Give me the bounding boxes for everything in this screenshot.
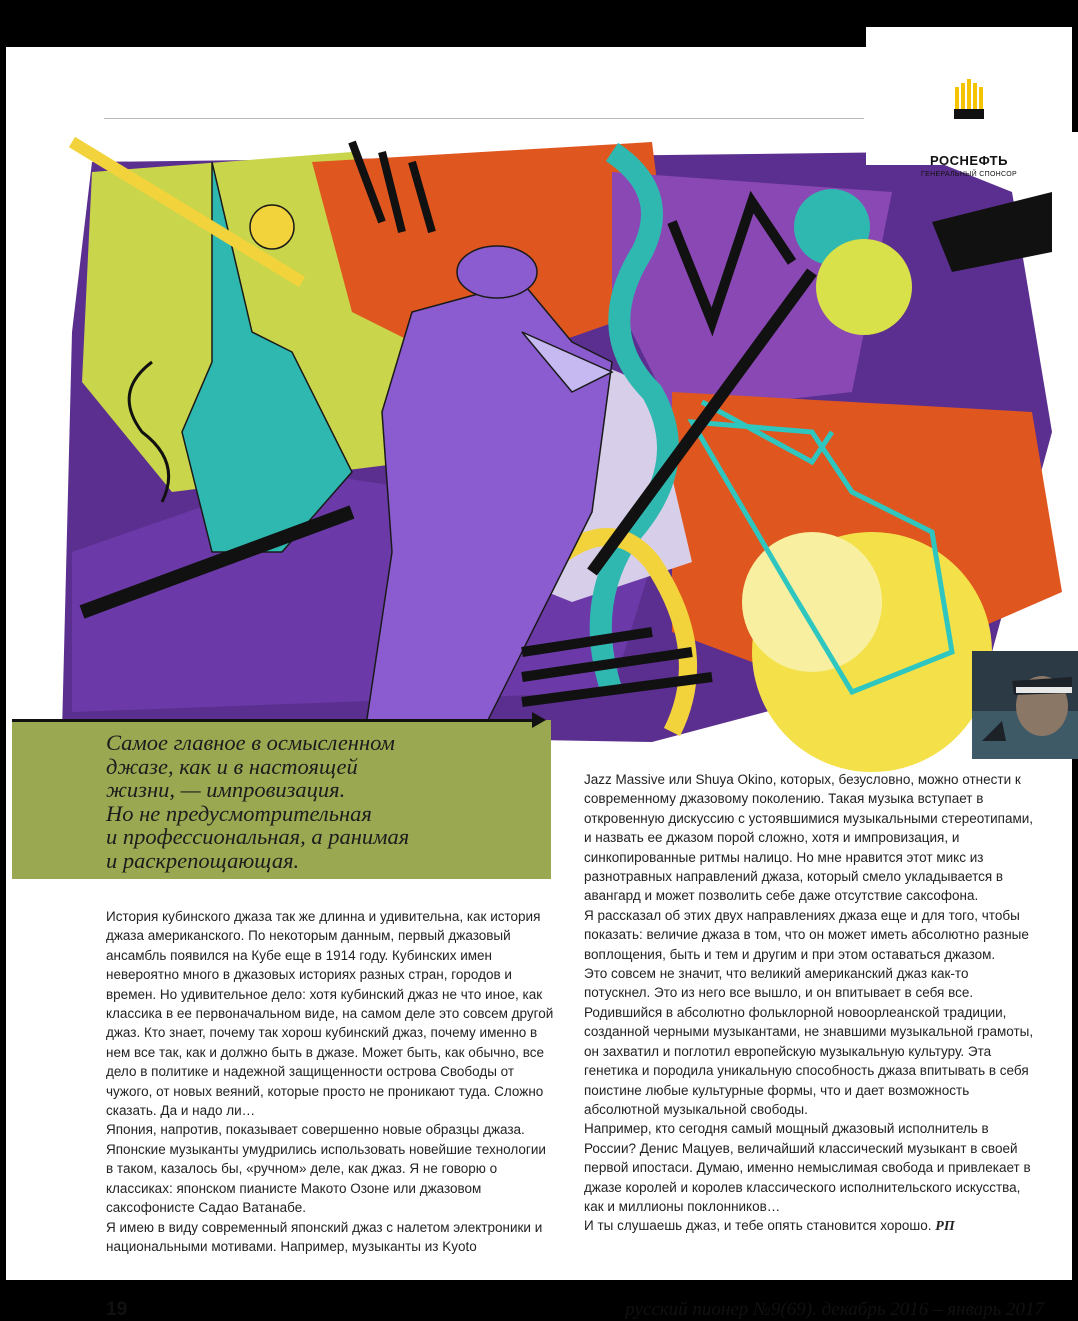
paragraph: Например, кто сегодня самый мощный джазовый исполнитель в России? Денис Мацуев, величайший классический музыкант в своей первой ипостаси. Думаю, именно немыслимая свобода и привлекает в джазе королей и королев классического исполнительского искусства, как и миллионы поклонников…: [584, 1121, 1031, 1214]
quote-line: Самое главное в осмысленном: [106, 730, 395, 755]
quote-line: Но не предусмотрительная: [106, 800, 372, 826]
arrow-head: [532, 712, 546, 728]
top-rule: [104, 118, 864, 119]
paragraph: Япония, напротив, показывает совершенно новые образцы джаза. Японские музыканты умудрились использовать новейшие технологии в таком, казалось бы, «ручном» деле, как джаз. Я не говорю о классиках: японском пианисте Макото Озоне или джазовом саксофонисте Садао Ватанабе.: [106, 1122, 546, 1216]
magazine-page: [6, 47, 1072, 1320]
quote-line: жизни, — импровизация.: [106, 777, 346, 802]
article-column-left: [106, 907, 556, 1256]
paragraph: Я имею в виду современный японский джаз с налетом электроники и национальными мотивами. Например, музыканты из Kyoto: [106, 1219, 543, 1254]
quote-line: и раскрепощающая.: [106, 847, 300, 873]
jazz-illustration: [52, 132, 1078, 752]
page-number: 19: [106, 1299, 128, 1320]
article-column-right: [584, 770, 1034, 1237]
quote-line: и профессиональная, а ранимая: [106, 824, 410, 849]
paragraph: Jazz Massive или Shuya Okino, которых, безусловно, можно отнести к современному джазовому поколению. Такая музыка вступает в откровенную дискуссию с устоявшимися музыкальными стереотипами, и назвать ее джазом порой сложно, хотя и импровизация, и синкопированные ритмы налицо. Но мне нравится этот микс из разнотравных направлений джаза, который смело укладывается в авангард и может позволить себе даже отсутствие саксофона.: [584, 772, 1034, 904]
paragraph: Это совсем не значит, что великий американский джаз как-то потускнел. Это из него все вышло, и он впитывает в себя все. Родившийся в абсолютно фольклорной новоорлеанской традиции, созданной черными музыкантами, не знавшими музыкальной грамоты, он захватил и поглотил европейскую музыкальную культуру. Эта генетика и породила уникальную способность джаза впитывать в себя поистине любые культурные формы, что и дает возможность абсолютной музыкальной свободы.: [584, 966, 1034, 1117]
sponsor-name: РОСНЕФТЬ: [930, 153, 1008, 168]
rosneft-logo-icon: [954, 79, 988, 119]
quote-line: джазе, как и в настоящей: [106, 753, 358, 779]
closing-line: И ты слушаешь джаз, и тебе опять становится хорошо.: [584, 1218, 932, 1234]
magazine-issue: русский пионер №9(69). декабрь 2016 – январь 2017: [625, 1299, 1044, 1320]
captain-thumbnail[interactable]: [972, 651, 1078, 759]
paragraph: История кубинского джаза так же длинна и удивительна, как история джаза американского. По некоторым данным, первый джазовый ансамбль появился на Кубе еще в 1914 году. Кубинских имен невероятно много в джазовых историях разных стран, городов и времен. Но удивительное дело: хотя кубинский джаз не что иное, как классика в ее первоначальном виде, на самом деле это совсем другой джаз. Кто знает, почему так хорош кубинский джаз, почему именно в нем все так, как и должно быть в джазе. Может быть, как обычно, все дело в политике и надежной защищенности острова Свободы от чужого, от новых веяний, которые просто не проникают туда. Сложно сказать. Да и надо ли…: [106, 909, 554, 1119]
pull-quote: [106, 731, 546, 872]
arrow-line: [12, 719, 542, 722]
paragraph-final: [584, 1216, 1034, 1236]
sponsor-block[interactable]: [866, 27, 1072, 178]
sponsor-subtitle: ГЕНЕРАЛЬНЫЙ СПОНСОР: [921, 171, 1017, 178]
paragraph: Я рассказал об этих двух направлениях джаза еще и для того, чтобы показать: величие джаза в том, что он может иметь абсолютно разные воплощения, быть и тем и другим и при этом оставаться джазом.: [584, 907, 1029, 962]
top-black-bar: [0, 0, 866, 47]
rp-signature-icon: РП: [935, 1219, 955, 1235]
